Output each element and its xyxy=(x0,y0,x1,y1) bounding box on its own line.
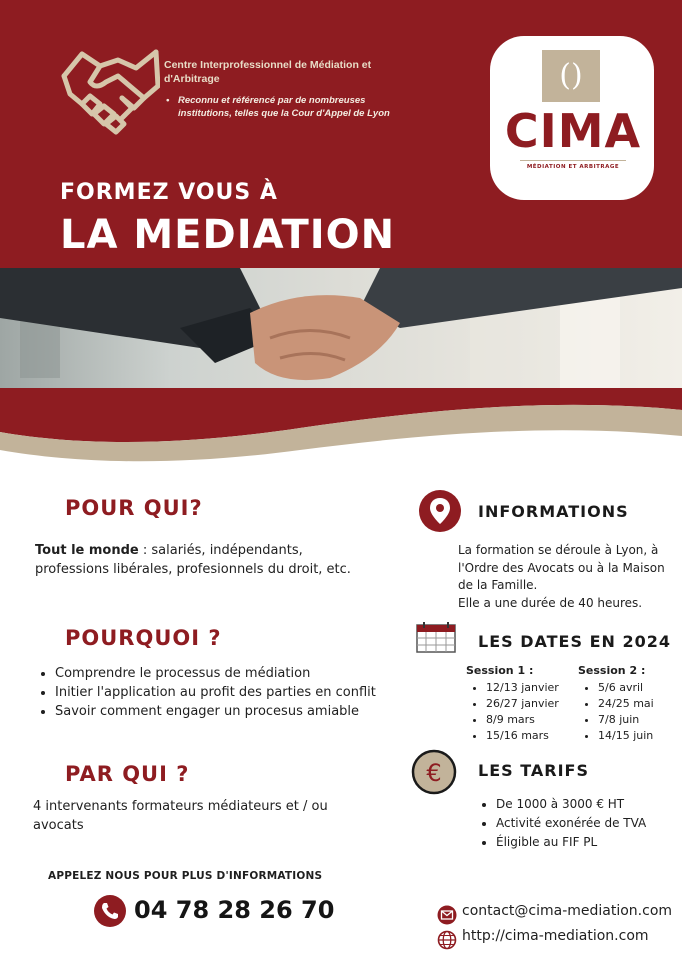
euro-icon xyxy=(411,749,457,795)
session2-date: • 7/8 juin xyxy=(598,712,682,728)
session1-date: • 15/16 mars xyxy=(486,728,596,744)
session1-title: Session 1 : xyxy=(466,664,534,677)
session1-date: • 26/27 janvier xyxy=(486,696,596,712)
logo-name: CIMA xyxy=(504,104,642,158)
org-note-line2: institutions, telles que la Cour d'Appel de Lyon xyxy=(178,108,390,119)
session1-list xyxy=(466,680,596,744)
handshake-photo xyxy=(0,268,682,396)
calendar-icon xyxy=(414,620,458,654)
par-qui-text: 4 intervenants formateurs médiateurs et / ou avocats xyxy=(33,799,328,833)
logo-tagline: MÉDIATION ET ARBITRAGE xyxy=(526,164,620,170)
tarif-item: • De 1000 à 3000 € HT xyxy=(496,795,682,814)
pour-qui-text xyxy=(35,541,375,579)
title-big: LA MEDIATION xyxy=(60,212,396,258)
session2-date: • 14/15 juin xyxy=(598,728,682,744)
session1-date: • 8/9 mars xyxy=(486,712,596,728)
informations-line: La formation se déroule à Lyon, à xyxy=(458,543,659,557)
svg-text:€: € xyxy=(426,759,442,787)
org-note-line1: • Reconnu et référencé par de nombreuses xyxy=(178,95,366,106)
logo-divider xyxy=(520,160,626,161)
pour-qui-bold: Tout le monde xyxy=(35,543,139,558)
session2-date: • 24/25 mai xyxy=(598,696,682,712)
tarifs-heading: LES TARIFS xyxy=(478,761,589,780)
pourquoi-item: • Comprendre le processus de médiation xyxy=(55,664,425,683)
pour-qui-heading: POUR QUI? xyxy=(65,496,203,520)
pourquoi-item: • Savoir comment engager un procesus amiable xyxy=(55,702,425,721)
informations-heading: INFORMATIONS xyxy=(478,502,629,521)
informations-line: Elle a une durée de 40 heures. xyxy=(458,595,643,610)
handshake-illustration xyxy=(0,268,682,396)
website-link[interactable]: http://cima-mediation.com xyxy=(462,928,649,944)
pourquoi-list xyxy=(35,664,425,721)
globe-icon xyxy=(437,930,457,950)
mail-icon xyxy=(437,905,457,925)
wave-divider xyxy=(0,388,682,478)
title-small: FORMEZ VOUS À xyxy=(60,180,278,205)
session2-title: Session 2 : xyxy=(578,664,646,677)
pour-qui-desc: : salariés, indépendants, professions libérales, profesionnels du droit, etc. xyxy=(35,543,351,577)
org-name: Centre Interprofessionnel de Médiation et d'Arbitrage xyxy=(164,59,372,85)
location-pin-icon xyxy=(418,489,462,533)
tarif-item: • Éligible au FIF PL xyxy=(496,833,682,852)
pourquoi-item: • Initier l'application au profit des parties en conflit xyxy=(55,683,425,702)
par-qui-heading: PAR QUI ? xyxy=(65,762,190,786)
session2-date: • 5/6 avril xyxy=(598,680,682,696)
logo-glyph: () xyxy=(559,58,583,93)
session1-date: • 12/13 janvier xyxy=(486,680,596,696)
email-link[interactable]: contact@cima-mediation.com xyxy=(462,903,673,919)
informations-line: de la Famille. xyxy=(458,578,538,592)
pourquoi-heading: POURQUOI ? xyxy=(65,626,222,650)
tarifs-list xyxy=(476,795,682,852)
handshake-icon xyxy=(60,46,160,138)
call-label: APPELEZ NOUS POUR PLUS D'INFORMATIONS xyxy=(48,870,323,882)
tarif-item: • Activité exonérée de TVA xyxy=(496,814,682,833)
dates-heading: LES DATES EN 2024 xyxy=(478,632,671,651)
phone-number[interactable]: 04 78 28 26 70 xyxy=(134,896,335,924)
org-note xyxy=(168,94,428,120)
informations-line: l'Ordre des Avocats ou à la Maison xyxy=(458,560,665,575)
phone-icon[interactable] xyxy=(93,894,127,928)
informations-text xyxy=(458,542,673,612)
session2-list xyxy=(578,680,682,744)
